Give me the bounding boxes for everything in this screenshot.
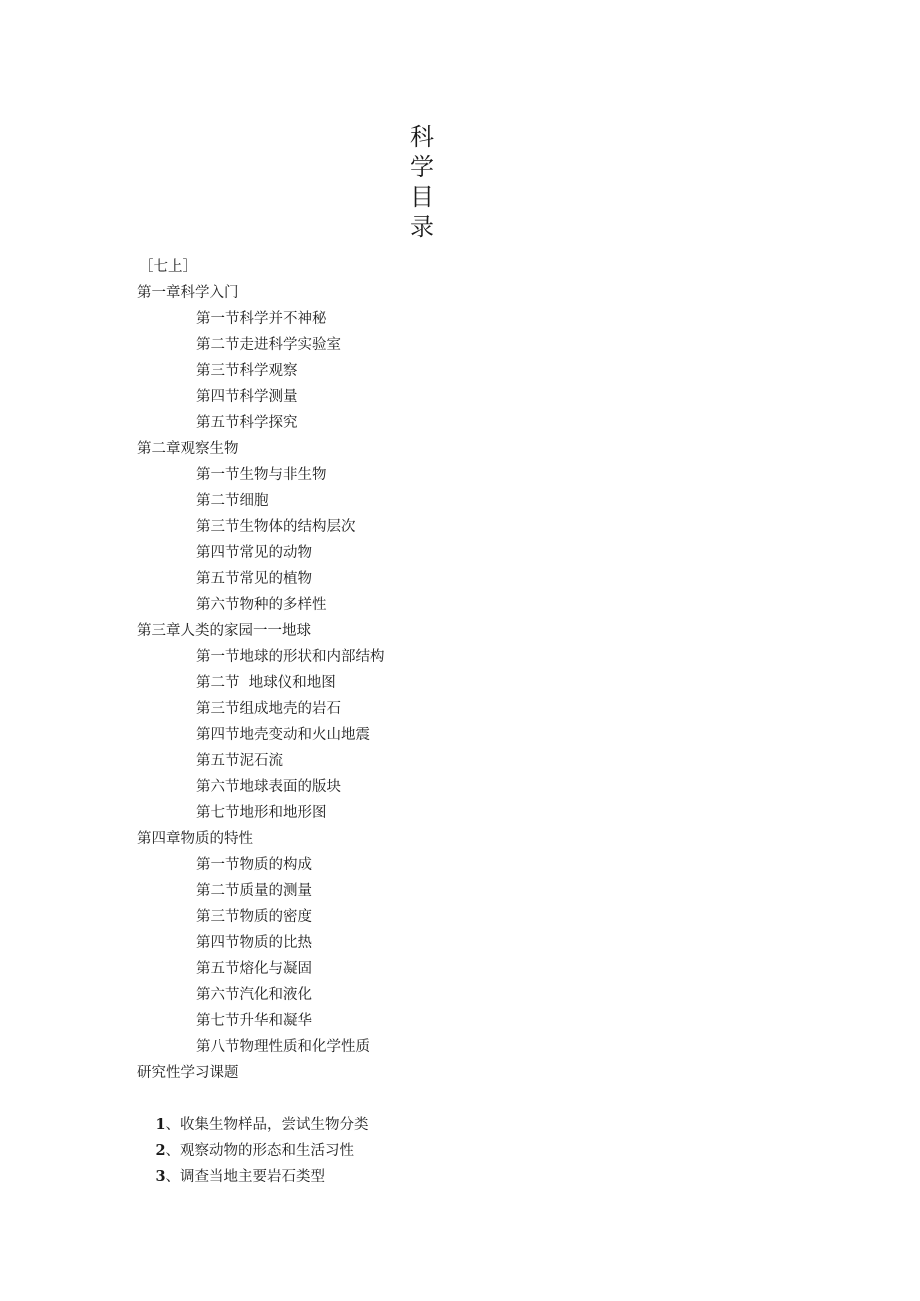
section-item: 第八节物理性质和化学性质 <box>196 1039 370 1055</box>
title-char: 学 <box>410 153 434 181</box>
research-topic <box>137 1138 326 1185</box>
section-item: 第四节地壳变动和火山地震 <box>196 727 370 743</box>
title-char: 录 <box>410 213 434 241</box>
section-item: 第二节细胞 <box>196 493 269 509</box>
title-char: 目 <box>410 183 434 211</box>
section-item: 第二节质量的测量 <box>196 883 312 899</box>
chapter-title: 第一章科学入门 <box>137 285 239 301</box>
section-item: 第二节 地球仪和地图 <box>196 675 336 691</box>
section-item: 第五节科学探究 <box>196 415 298 431</box>
section-item: 第六节物种的多样性 <box>196 597 327 613</box>
chapter-title: 第二章观察生物 <box>137 441 239 457</box>
topic-text: 、观察动物的形态和生活习性 <box>165 1143 355 1159</box>
section-item: 第一节物质的构成 <box>196 857 312 873</box>
section-item: 第六节地球表面的版块 <box>196 779 341 795</box>
section-item: 第六节汽化和液化 <box>196 987 312 1003</box>
section-item: 第四节常见的动物 <box>196 545 312 561</box>
research-topic <box>137 1086 369 1133</box>
chapter-title: 第三章人类的家园一一地球 <box>137 623 311 639</box>
section-item: 第五节泥石流 <box>196 753 283 769</box>
section-item: 第一节科学并不神秘 <box>196 311 327 327</box>
section-item: 第四节科学测量 <box>196 389 298 405</box>
section-item: 第七节升华和凝华 <box>196 1013 312 1029</box>
section-item: 第三节物质的密度 <box>196 909 312 925</box>
topic-number: 1 <box>155 1116 166 1133</box>
section-item: 第七节地形和地形图 <box>196 805 327 821</box>
section-item: 第五节熔化与凝固 <box>196 961 312 977</box>
topic-number: 2 <box>155 1142 166 1159</box>
section-item: 第三节组成地壳的岩石 <box>196 701 341 717</box>
section-item: 第一节生物与非生物 <box>196 467 327 483</box>
section-item: 第四节物质的比热 <box>196 935 312 951</box>
section-item: 第一节地球的形状和内部结构 <box>196 649 385 665</box>
section-item: 第三节科学观察 <box>196 363 298 379</box>
topic-text: 、收集生物样品，尝试生物分类 <box>165 1117 369 1133</box>
topic-number: 3 <box>155 1168 166 1185</box>
page-title <box>402 122 442 242</box>
chapter-title: 第四章物质的特性 <box>137 831 253 847</box>
section-item: 第二节走进科学实验室 <box>196 337 341 353</box>
section-item: 第五节常见的植物 <box>196 571 312 587</box>
research-topic <box>137 1112 355 1159</box>
section-item: 第三节生物体的结构层次 <box>196 519 356 535</box>
topic-text: 、调查当地主要岩石类型 <box>165 1169 326 1185</box>
title-char: 科 <box>410 123 434 151</box>
grade-label: ［七上］ <box>139 259 197 275</box>
research-heading: 研究性学习课题 <box>137 1065 239 1081</box>
